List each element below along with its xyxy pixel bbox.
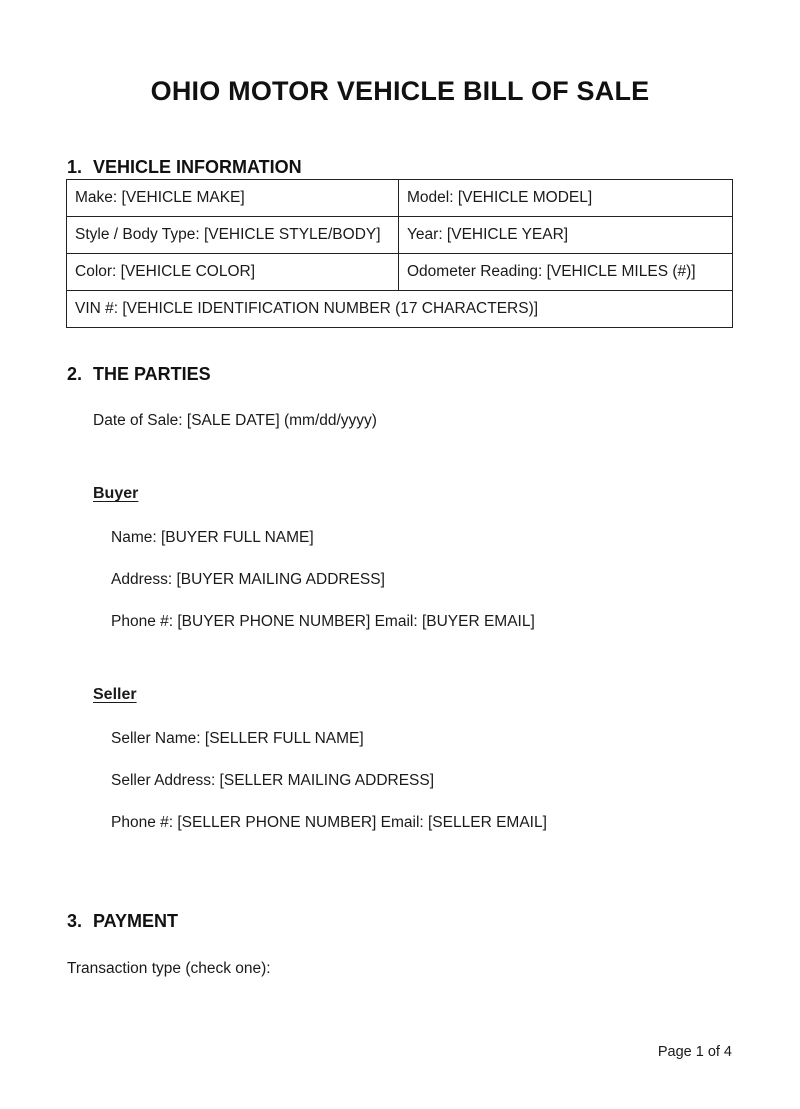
make-cell: Make: [VEHICLE MAKE] — [67, 180, 399, 217]
table-row — [67, 291, 733, 328]
section-title: PAYMENT — [93, 911, 179, 931]
table-row — [67, 217, 733, 254]
transaction-type-line: Transaction type (check one): — [67, 960, 271, 977]
section-title: VEHICLE INFORMATION — [93, 157, 302, 177]
buyer-name-line: Name: [BUYER FULL NAME] — [111, 529, 314, 546]
page-number: Page 1 of 4 — [657, 1044, 732, 1060]
color-cell: Color: [VEHICLE COLOR] — [67, 254, 399, 291]
buyer-contact-line: Phone #: [BUYER PHONE NUMBER] Email: [BUYER EMAIL] — [111, 613, 535, 630]
model-cell: Model: [VEHICLE MODEL] — [399, 180, 733, 217]
document-title: OHIO MOTOR VEHICLE BILL OF SALE — [150, 76, 650, 106]
odometer-cell: Odometer Reading: [VEHICLE MILES (#)] — [399, 254, 733, 291]
section-number: 2. — [67, 364, 83, 384]
section-heading-payment — [67, 911, 178, 932]
year-cell: Year: [VEHICLE YEAR] — [399, 217, 733, 254]
style-body-cell: Style / Body Type: [VEHICLE STYLE/BODY] — [67, 217, 399, 254]
buyer-address-line: Address: [BUYER MAILING ADDRESS] — [111, 571, 385, 588]
seller-contact-line: Phone #: [SELLER PHONE NUMBER] Email: [SELLER EMAIL] — [111, 814, 547, 831]
table-row — [67, 254, 733, 291]
section-number: 3. — [67, 911, 83, 931]
seller-name-line: Seller Name: [SELLER FULL NAME] — [111, 730, 364, 747]
seller-address-line: Seller Address: [SELLER MAILING ADDRESS] — [111, 772, 435, 789]
date-of-sale-line: Date of Sale: [SALE DATE] (mm/dd/yyyy) — [93, 412, 377, 429]
seller-heading: Seller — [93, 686, 137, 703]
section-heading-vehicle-information — [67, 157, 302, 178]
vehicle-information-table — [66, 179, 733, 328]
section-title: THE PARTIES — [93, 364, 211, 384]
vin-cell: VIN #: [VEHICLE IDENTIFICATION NUMBER (17 CHARACTERS)] — [67, 291, 733, 328]
section-number: 1. — [67, 157, 83, 177]
table-row — [67, 180, 733, 217]
section-heading-the-parties — [67, 364, 211, 385]
buyer-heading: Buyer — [93, 485, 139, 502]
